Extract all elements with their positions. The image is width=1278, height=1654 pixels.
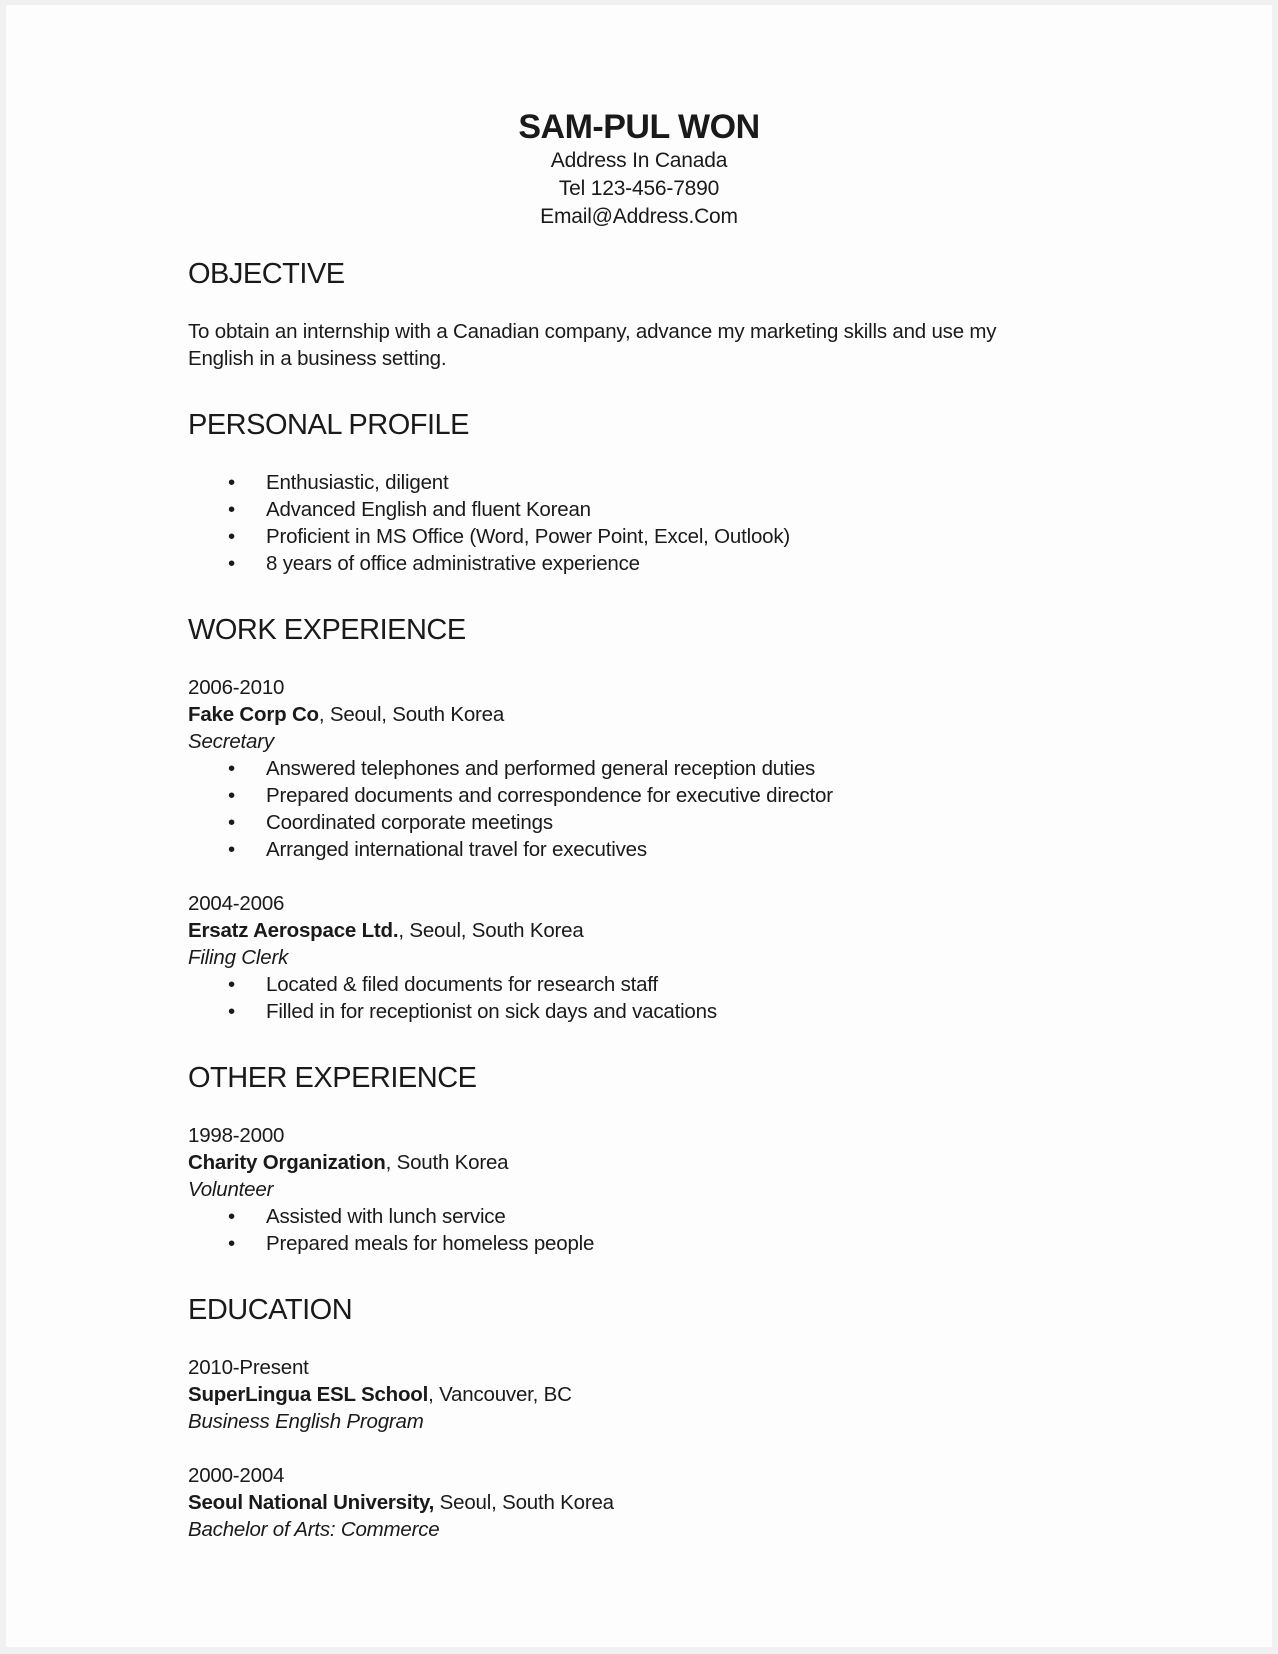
list-item: • Prepared meals for homeless people [228, 1230, 1272, 1257]
contact-address: Address In Canada [550, 149, 728, 172]
entry-duties-list [228, 971, 1272, 1025]
work-entry [188, 890, 1272, 1025]
entry-dates: 2004-2006 [188, 892, 285, 915]
list-item: • Assisted with lunch service [228, 1203, 1272, 1230]
list-item: • 8 years of office administrative experience [228, 550, 1272, 577]
section-heading-work-experience: WORK EXPERIENCE [188, 614, 466, 646]
organization-location: , Seoul, South Korea [318, 703, 505, 726]
organization-location: Seoul, South Korea [434, 1491, 614, 1514]
other-entry [188, 1122, 1272, 1257]
list-item: • Coordinated corporate meetings [228, 809, 1272, 836]
organization-location: , Vancouver, BC [428, 1383, 572, 1406]
resume-page [6, 5, 1272, 1647]
section-heading-objective: OBJECTIVE [188, 258, 345, 290]
entry-dates: 2006-2010 [188, 676, 285, 699]
list-item: • Filled in for receptionist on sick days and vacations [228, 998, 1272, 1025]
resume-header [188, 107, 1090, 231]
organization-location: , Seoul, South Korea [398, 919, 584, 942]
page-title: SAM-PUL WON [518, 108, 760, 146]
contact-email: Email@Address.Com [540, 205, 738, 228]
list-item: • Proficient in MS Office (Word, Power Point, Excel, Outlook) [228, 523, 1272, 550]
organization-name: Fake Corp Co [188, 703, 319, 726]
entry-program: Business English Program [188, 1410, 424, 1433]
organization-name: Charity Organization [188, 1151, 386, 1174]
list-item: • Advanced English and fluent Korean [228, 496, 1272, 523]
education-entry [188, 1354, 1272, 1435]
list-item: • Prepared documents and correspondence for executive director [228, 782, 1272, 809]
contact-tel: Tel 123-456-7890 [558, 177, 720, 200]
entry-organization [188, 917, 1272, 944]
work-entry [188, 674, 1272, 863]
organization-name: Ersatz Aerospace Ltd. [188, 919, 399, 942]
entry-dates: 2000-2004 [188, 1464, 285, 1487]
list-item: • Answered telephones and performed general reception duties [228, 755, 1272, 782]
entry-dates: 1998-2000 [188, 1124, 285, 1147]
list-item: • Located & filed documents for research staff [228, 971, 1272, 998]
entry-role: Filing Clerk [188, 946, 289, 969]
entry-program: Bachelor of Arts: Commerce [188, 1518, 440, 1541]
resume-document [6, 5, 1272, 1543]
entry-role: Secretary [188, 730, 274, 753]
entry-duties-list [228, 1203, 1272, 1257]
section-heading-education: EDUCATION [188, 1294, 353, 1326]
entry-organization [188, 701, 1272, 728]
organization-location: , South Korea [385, 1151, 509, 1174]
organization-name: SuperLingua ESL School [188, 1383, 429, 1406]
section-heading-personal-profile: PERSONAL PROFILE [188, 409, 470, 441]
section-heading-other-experience: OTHER EXPERIENCE [188, 1062, 477, 1094]
objective-text: To obtain an internship with a Canadian company, advance my marketing skills and use my English in a business setting. [188, 320, 997, 370]
education-entry [188, 1462, 1272, 1543]
organization-name: Seoul National University, [188, 1491, 435, 1514]
entry-duties-list [228, 755, 1272, 863]
list-item: • Arranged international travel for executives [228, 836, 1272, 863]
entry-organization [188, 1149, 1272, 1176]
personal-profile-list [228, 469, 1272, 577]
entry-organization [188, 1489, 1272, 1516]
entry-dates: 2010-Present [188, 1356, 309, 1379]
list-item: • Enthusiastic, diligent [228, 469, 1272, 496]
entry-organization [188, 1381, 1272, 1408]
entry-role: Volunteer [188, 1178, 274, 1201]
